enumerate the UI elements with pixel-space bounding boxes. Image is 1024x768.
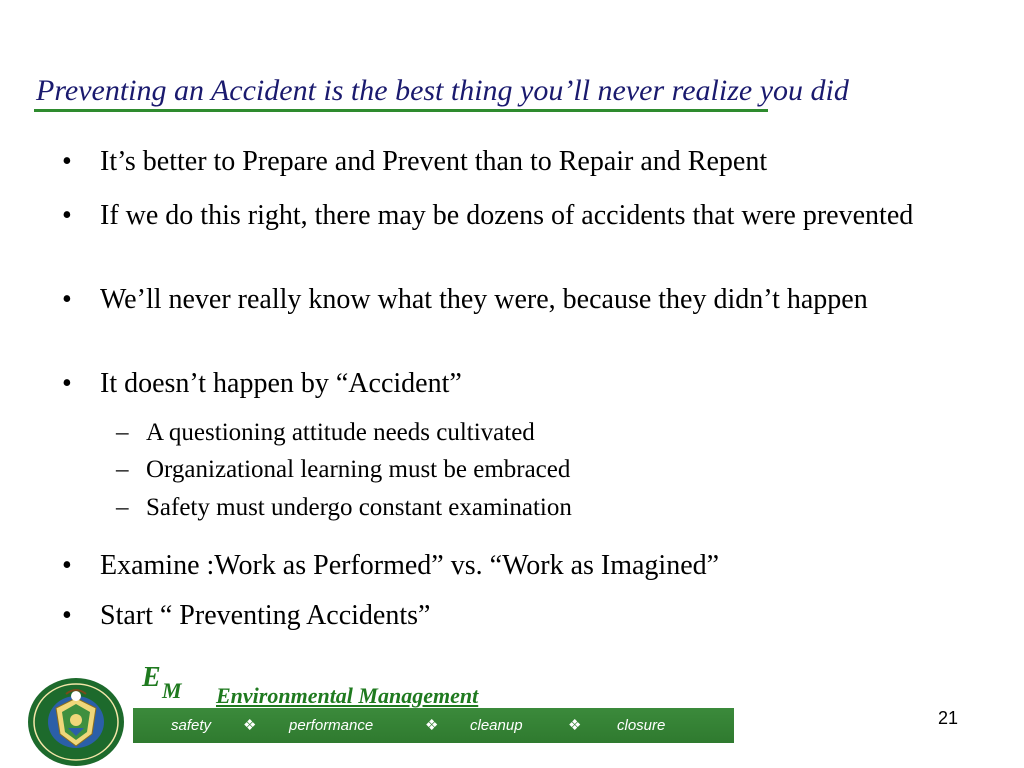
sub-bullet-text: Organizational learning must be embraced xyxy=(146,456,571,483)
tagline-bar xyxy=(133,708,734,743)
tagline-closure: closure xyxy=(617,717,666,734)
separator-icon: ❖ xyxy=(425,717,439,734)
org-name: Environmental Management xyxy=(216,683,479,708)
separator-icon: ❖ xyxy=(568,717,582,734)
bullet-text: Examine :Work as Performed” vs. “Work as Imagined” xyxy=(100,550,720,581)
bullet-icon: • xyxy=(62,368,72,399)
separator-icon: ❖ xyxy=(243,717,257,734)
bullet-icon: • xyxy=(62,550,72,581)
bullet-text: It doesn’t happen by “Accident” xyxy=(100,368,462,399)
tagline-safety: safety xyxy=(171,717,212,734)
bullet-icon: • xyxy=(62,200,72,231)
dash-icon: – xyxy=(116,419,129,446)
bullet-icon: • xyxy=(62,600,72,631)
bullet-text: We’ll never really know what they were, because they didn’t happen xyxy=(100,284,868,315)
department-of-energy-seal-icon xyxy=(26,676,126,768)
em-logo-m: M xyxy=(162,678,182,703)
bullet-text: It’s better to Prepare and Prevent than to Repair and Repent xyxy=(100,146,768,177)
sub-bullet-text: Safety must undergo constant examination xyxy=(146,494,572,521)
bullet-icon: • xyxy=(62,284,72,315)
page-number: 21 xyxy=(938,708,959,728)
bullet-icon: • xyxy=(62,146,72,177)
tagline-cleanup: cleanup xyxy=(470,717,523,734)
title-underline xyxy=(34,109,768,112)
slide-title: Preventing an Accident is the best thing you’ll never realize you did xyxy=(36,74,849,107)
em-logo-e: E xyxy=(142,662,161,693)
bullet-text: If we do this right, there may be dozens of accidents that were prevented xyxy=(100,200,914,231)
tagline-performance: performance xyxy=(289,717,374,734)
dash-icon: – xyxy=(116,456,129,483)
bullet-text: Start “ Preventing Accidents” xyxy=(100,600,431,631)
sub-bullet-text: A questioning attitude needs cultivated xyxy=(146,419,535,446)
dash-icon: – xyxy=(116,494,129,521)
